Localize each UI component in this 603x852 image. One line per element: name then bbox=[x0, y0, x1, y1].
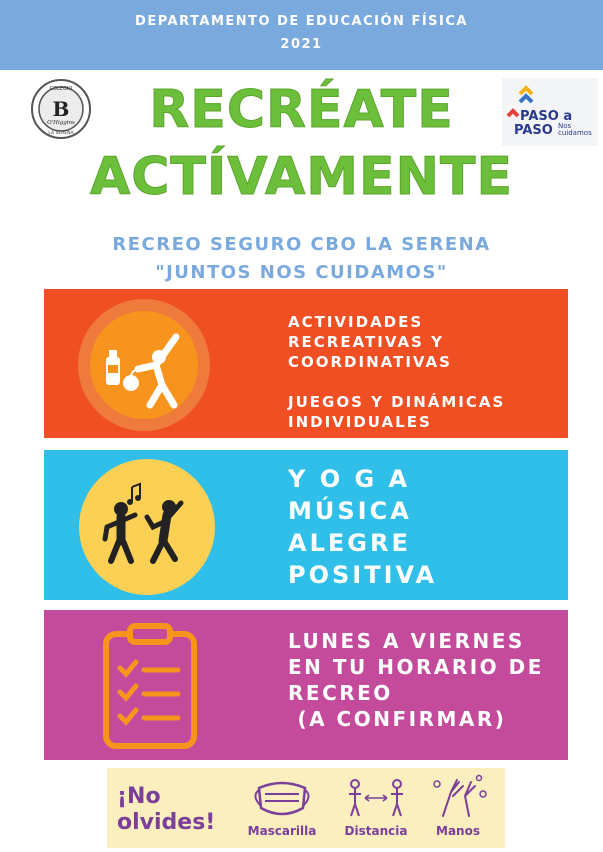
panel-line: ALEGRE bbox=[288, 529, 411, 557]
svg-text:COLEGIO: COLEGIO bbox=[49, 86, 73, 92]
department-label: DEPARTAMENTO DE EDUCACIÓN FÍSICA bbox=[135, 14, 468, 29]
panel-schedule bbox=[44, 610, 568, 760]
panel-yoga-music-text bbox=[288, 463, 437, 591]
svg-text:LA SERENA: LA SERENA bbox=[48, 131, 74, 136]
panel-line: INDIVIDUALES bbox=[288, 413, 432, 431]
panel-activities bbox=[44, 289, 568, 438]
title-line-2: ACTÍVAMENTE bbox=[90, 147, 513, 207]
dancing-people-icon bbox=[77, 457, 217, 601]
panel-schedule-text bbox=[288, 628, 544, 732]
exercise-icon bbox=[76, 297, 212, 437]
panel-line: LUNES A VIERNES bbox=[288, 629, 525, 653]
distance-label: Distancia bbox=[344, 824, 408, 838]
title-line-1: RECRÉATE bbox=[149, 80, 454, 140]
mask-icon bbox=[247, 774, 317, 826]
panel-line: (A CONFIRMAR) bbox=[288, 707, 507, 731]
header-banner bbox=[0, 0, 603, 70]
panel-yoga-music bbox=[44, 450, 568, 600]
panel-line: JUEGOS Y DINÁMICAS bbox=[288, 393, 506, 411]
clipboard-checklist-icon bbox=[100, 622, 200, 754]
year-label: 2021 bbox=[280, 37, 323, 52]
panel-line: Y O G A bbox=[288, 465, 411, 493]
panel-line: EN TU HORARIO DE bbox=[288, 655, 544, 679]
panel-line bbox=[288, 372, 505, 392]
distance-icon bbox=[341, 774, 411, 826]
subtitle-line-2: "JUNTOS NOS CUIDAMOS" bbox=[155, 262, 448, 283]
panel-line: ACTIVIDADES bbox=[288, 313, 424, 331]
subtitle-line-1: RECREO SEGURO CBO LA SERENA bbox=[112, 234, 491, 255]
svg-text:O'Higgins: O'Higgins bbox=[47, 120, 75, 126]
handwash-icon bbox=[429, 772, 489, 826]
panel-line: POSITIVA bbox=[288, 561, 438, 589]
reminder-heading-line-2: olvides! bbox=[117, 810, 216, 835]
panel-line: RECREO bbox=[288, 681, 393, 705]
panel-activities-text bbox=[288, 312, 505, 432]
svg-text:B: B bbox=[52, 97, 70, 121]
panel-line: RECREATIVAS Y bbox=[288, 333, 444, 351]
panel-line: COORDINATIVAS bbox=[288, 353, 452, 371]
svg-text:PASO: PASO bbox=[514, 123, 553, 138]
svg-text:Nos: Nos bbox=[558, 122, 572, 130]
mask-label: Mascarilla bbox=[247, 824, 317, 838]
reminder-footer bbox=[107, 768, 505, 848]
hands-label: Manos bbox=[436, 824, 480, 838]
panel-line: MÚSICA bbox=[288, 497, 412, 525]
svg-text:PASO a: PASO a bbox=[520, 109, 573, 124]
reminder-heading-line-1: ¡No bbox=[117, 784, 161, 809]
svg-text:cuidamos: cuidamos bbox=[558, 129, 592, 137]
